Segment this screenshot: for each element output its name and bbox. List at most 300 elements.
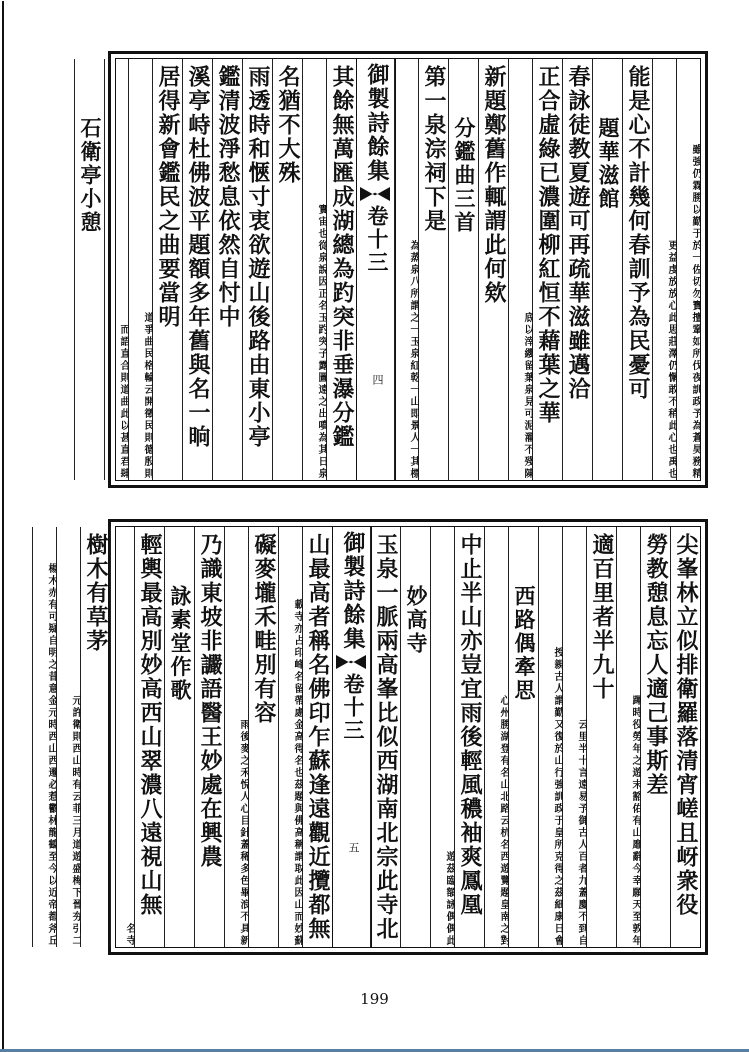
annotation-column [676, 59, 701, 480]
poem-title: 分鑑曲三首 [452, 117, 477, 235]
annotation-text: 梅 [70, 875, 81, 887]
annotation-text: 丘 [46, 935, 57, 947]
annotation-text: 山 [630, 827, 641, 839]
annotation-text: 針 [238, 827, 249, 839]
annotation-subcolumn-left [315, 204, 327, 336]
annotation-text: 泉 [316, 468, 327, 480]
annotation-text: 惹 [46, 791, 57, 803]
annotation-text: 亦 [292, 623, 303, 635]
annotation-text: 因 [292, 887, 303, 899]
annotation-text: 里 [576, 731, 587, 743]
annotation-text: 親 [552, 659, 563, 671]
annotation-text: 康 [552, 911, 563, 923]
annotation-text: 印 [292, 647, 303, 659]
annotation-text: 佐切 [690, 264, 701, 288]
annotation-text: 之 [46, 659, 57, 671]
poem-text: 輕輿最高別妙高西山翠濃八遠視山無 [137, 533, 163, 917]
annotation-text: 古人 [576, 827, 587, 851]
annotation-text: 禾 [238, 767, 249, 779]
annotation-text: 山 [46, 743, 57, 755]
annotation-text: 明 [46, 647, 57, 659]
annotation-text: 載 [292, 599, 303, 611]
text-column [248, 527, 279, 947]
annotation-text: 則道 [118, 372, 129, 396]
poem-text: 名猶不大殊 [275, 65, 301, 185]
annotation-text: 之 [630, 755, 641, 767]
annotation-text: 霖勝以 [690, 180, 701, 216]
annotation-text: 於 [552, 743, 563, 755]
annotation-text: 心也 [666, 432, 677, 456]
annotation-text: 目 [238, 815, 249, 827]
annotation-text: 會 [552, 935, 563, 947]
annotation-text: 易 [576, 791, 587, 803]
annotation-text: 役 [630, 719, 641, 731]
spine-book-title: 御製詩餘集 [364, 63, 390, 183]
annotation-column [110, 527, 135, 947]
annotation-text: 殷 [142, 456, 153, 468]
text-column [622, 59, 653, 480]
annotation-text: 半 [576, 743, 587, 755]
annotation-text: 遠之 [316, 384, 327, 408]
annotation-text: 許 [70, 707, 81, 719]
annotation-text: 御 [576, 815, 587, 827]
fish-tail-mark-icon [336, 655, 366, 669]
annotation-subcolumn-left [45, 563, 57, 755]
annotation-text: 如所 [690, 336, 701, 360]
annotation-text: 勝 [498, 719, 509, 731]
annotation-subcolumn-left [123, 923, 135, 935]
annotation-text: 日 [552, 923, 563, 935]
annotation-subcolumn-right [237, 827, 249, 947]
text-column [152, 59, 183, 480]
annotation-text: 強 [552, 779, 563, 791]
annotation-text: 夯 [70, 911, 81, 923]
annotation-text: 元 [70, 695, 81, 707]
spine-leaf-number: 五 [347, 842, 360, 853]
annotation-text: 晉 [70, 899, 81, 911]
annotation-text: 天 [630, 899, 641, 911]
annotation-text: 勿 [690, 288, 701, 300]
spine-volume: 卷十三 [341, 673, 366, 742]
annotation-text: 寺 [124, 935, 135, 947]
annotation-text: 紅乾一 [408, 360, 419, 396]
annotation-text: 更益 [666, 240, 677, 264]
annotation-column [104, 59, 129, 480]
annotation-text: 則 [142, 468, 153, 480]
poem-title: 詠素堂作歌 [168, 585, 193, 703]
annotation-column [652, 59, 677, 480]
annotation-text: 為 [316, 432, 327, 444]
annotation-column [394, 59, 419, 480]
spine-book-title: 御製詩餘集 [340, 531, 366, 651]
annotation-text: 行 [552, 767, 563, 779]
poem-text: 適百里者半九十 [589, 533, 615, 701]
annotation-subcolumn-right [521, 396, 533, 480]
text-column [670, 527, 701, 947]
annotation-text: 豁 [630, 791, 641, 803]
center-spine [332, 527, 372, 947]
annotation-text: 心 [238, 803, 249, 815]
annotation-text: 蘇 [292, 935, 303, 947]
annotation-text: 自 [46, 635, 57, 647]
annotation-column [224, 527, 249, 947]
annotation-column [430, 527, 455, 947]
annotation-text: 之 [552, 875, 563, 887]
annotation-text: 帝 [46, 899, 57, 911]
annotation-text: 言 [576, 767, 587, 779]
annotation-text: 敦 [630, 923, 641, 935]
annotation-text: 又 [552, 719, 563, 731]
annotation-subcolumn-right [629, 815, 641, 947]
annotation-text: 都 [46, 911, 57, 923]
annotation-text: 其 [316, 444, 327, 456]
annotation-text: 近 [46, 887, 57, 899]
annotation-text: 八所謂 [408, 276, 419, 312]
annotation-text: 具 [238, 923, 249, 935]
annotation-text: 茲 [552, 887, 563, 899]
annotation-text: 葉 [522, 372, 533, 384]
annotation-text: 斧 [46, 923, 57, 935]
annotation-subcolumn-right [665, 360, 677, 480]
annotation-text: 名 [316, 300, 327, 312]
annotation-text: 處 [292, 707, 303, 719]
annotation-text: 不 [522, 444, 533, 456]
annotation-text: 山 [498, 779, 509, 791]
annotation-text: 遠 [576, 779, 587, 791]
annotation-text: 名 [498, 767, 509, 779]
annotation-text: 所 [552, 839, 563, 851]
annotation-subcolumn-left [665, 240, 677, 360]
text-column [182, 59, 213, 480]
annotation-text: 玉泉 [408, 336, 419, 360]
annotation-text: 衛 [70, 719, 81, 731]
annotation-text: 偶偶 [444, 911, 455, 935]
annotation-text: 稱 [292, 839, 303, 851]
poem-text: 春詠徒教夏遊可再疏華滋雖邁洽 [565, 65, 591, 401]
annotation-text: 額詠 [444, 887, 455, 911]
text-column [370, 527, 401, 947]
annotation-text: 名 [292, 671, 303, 683]
annotation-text: 有 [498, 755, 509, 767]
annotation-subcolumn-right [575, 827, 587, 947]
annotation-text: 則 [70, 731, 81, 743]
text-column [640, 527, 671, 947]
annotation-text: 滓纓 [522, 336, 533, 360]
annotation-text: 敢不 [666, 384, 677, 408]
annotation-subcolumn-right [117, 396, 129, 480]
annotation-text: 菲 [70, 803, 81, 815]
annotation-text: 者 [576, 863, 587, 875]
annotation-text: 云 [576, 719, 587, 731]
annotation-text: 三 [70, 815, 81, 827]
annotation-text: 年 [630, 743, 641, 755]
bottom-text-block [46, 519, 708, 955]
poem-text: 勞教憩息忘人適己事斯差 [643, 533, 669, 797]
annotation-text: 也 [292, 767, 303, 779]
annotation-text: 云 [142, 384, 153, 396]
annotation-text: 殘 [522, 456, 533, 468]
annotation-column [278, 527, 303, 947]
annotation-text: 帶 [292, 695, 303, 707]
annotation-text: 臨 [444, 875, 455, 887]
annotation-text: 名 [498, 839, 509, 851]
poem-title: 西路偶牽思 [512, 585, 537, 703]
annotation-subcolumn-right [69, 815, 81, 947]
annotation-subcolumn-left [689, 144, 701, 300]
annotation-subcolumn-left [407, 240, 419, 360]
poem-text: 中止半山亦豈宜雨後輕風穠袖爽鳳凰 [457, 533, 483, 917]
annotation-text: 時 [630, 707, 641, 719]
annotation-text: 以甚 [118, 420, 129, 444]
annotation-text: 雨 [238, 719, 249, 731]
annotation-text: 復 [552, 731, 563, 743]
annotation-text: 噴 [316, 420, 327, 432]
annotation-text: 陳 [522, 468, 533, 480]
annotation-text: 峰 [292, 659, 303, 671]
annotation-text: 浪 [238, 899, 249, 911]
annotation-subcolumn-left [69, 695, 81, 815]
annotation-text: 直君 [118, 444, 129, 468]
annotation-text: 二 [70, 935, 81, 947]
annotation-text: 德 [142, 444, 153, 456]
annotation-text: 悅 [238, 779, 249, 791]
spine-volume: 卷十三 [365, 205, 390, 274]
annotation-text: 遊 [498, 863, 509, 875]
text-column [194, 527, 225, 947]
annotation-subcolumn-right [497, 815, 509, 947]
annotation-text: 金 [292, 719, 303, 731]
poem-text: 乃識東坡非讝語醫王妙處在興農 [197, 533, 223, 869]
annotation-text: 木 [46, 575, 57, 587]
annotation-subcolumn-left [117, 324, 129, 396]
annotation-text: 畢 [238, 887, 249, 899]
annotation-text: 遊 [70, 851, 81, 863]
annotation-subcolumn-left [521, 312, 533, 396]
annotation-text: 寺 [292, 611, 303, 623]
annotation-text: 佛 [292, 815, 303, 827]
annotation-text: 突子 [316, 336, 327, 360]
annotation-text: 題 [292, 791, 303, 803]
annotation-text: 泉 [522, 384, 533, 396]
annotation-column [616, 527, 641, 947]
annotation-text: 赤 [46, 587, 57, 599]
annotation-text: 虔放 [666, 264, 677, 288]
annotation-text: 古 [552, 671, 563, 683]
annotation-text: 放心 [666, 288, 677, 312]
top-text-block [78, 51, 708, 488]
annotation-text: 以 [46, 875, 57, 887]
text-column [326, 59, 357, 480]
text-column [532, 59, 563, 480]
annotation-text: 輪 [142, 372, 153, 384]
annotation-subcolumn-right [551, 791, 563, 947]
annotation-text: 年 [630, 935, 641, 947]
annotation-text: 直合 [118, 348, 129, 372]
annotation-text: 遊茲 [444, 851, 455, 875]
annotation-text: 名 [292, 755, 303, 767]
annotation-text: 西 [70, 743, 81, 755]
annotation-column [56, 527, 81, 947]
annotation-text: 皇 [552, 827, 563, 839]
annotation-text: 授 [552, 647, 563, 659]
annotation-text: 時 [70, 767, 81, 779]
center-spine [356, 59, 396, 480]
annotation-text: 訓 [552, 791, 563, 803]
annotation-text: 不 [238, 911, 249, 923]
bottom-text-frame [46, 526, 701, 948]
annotation-text: 有 [630, 815, 641, 827]
poem-text: 居得新會鑑民之曲要當明 [155, 65, 181, 329]
annotation-text: 伐夜訓 [690, 360, 701, 396]
annotation-subcolumn-right [123, 935, 135, 947]
annotation-subcolumn-left [629, 695, 641, 815]
annotation-text: 一其標 [408, 444, 419, 480]
annotation-text: 遷 [46, 767, 57, 779]
annotation-text: 日 [316, 456, 327, 468]
poem-text: 尖峯林立似排衛羅落清宵嵯且岈衆役 [673, 533, 699, 917]
annotation-text: 細 [552, 899, 563, 911]
spine-leaf-number: 四 [371, 374, 384, 385]
annotation-text: 州 [498, 707, 509, 719]
annotation-text: 末 [630, 779, 641, 791]
annotation-text: 從 [316, 240, 327, 252]
title-column [508, 527, 539, 947]
annotation-text: 不 [576, 911, 587, 923]
annotation-text: 圖 [316, 372, 327, 384]
annotation-text: 見可 [522, 396, 533, 420]
annotation-text: 政 [552, 803, 563, 815]
annotation-text: 仍懈 [666, 360, 677, 384]
annotation-subcolumn-left [141, 312, 153, 396]
text-column [212, 59, 243, 480]
annotation-text: 龍 [46, 827, 57, 839]
annotation-subcolumn-left [237, 719, 249, 827]
title-column [164, 527, 195, 947]
annotation-text: 曲此 [118, 396, 129, 420]
annotation-text: 道 [70, 839, 81, 851]
annotation-text: 出 [316, 408, 327, 420]
annotation-text: 金 [46, 695, 57, 707]
annotation-text: 路 [498, 803, 509, 815]
annotation-text: 趵 [316, 324, 327, 336]
annotation-text: 靡 [630, 839, 641, 851]
annotation-text: 色 [238, 875, 249, 887]
annotation-text: 百 [576, 851, 587, 863]
annotation-text: 人 [238, 791, 249, 803]
annotation-text: 慶 [576, 899, 587, 911]
annotation-text: 西 [46, 731, 57, 743]
annotation-text: 有 [46, 599, 57, 611]
annotation-text: 皇 [498, 899, 509, 911]
title-column [400, 527, 431, 947]
annotation-subcolumn-left [575, 719, 587, 827]
annotation-text: 也 [316, 228, 327, 240]
poem-text: 能是心不計幾何春訓予為民憂可 [625, 65, 651, 401]
annotation-text: 題 [498, 887, 509, 899]
annotation-text: 幸 [630, 875, 641, 887]
annotation-column [562, 527, 587, 947]
annotation-text: 克 [552, 851, 563, 863]
annotation-text: 留 [522, 360, 533, 372]
annotation-text: 多 [238, 863, 249, 875]
annotation-text: 高 [292, 731, 303, 743]
text-column [586, 527, 617, 947]
annotation-text: 說 [316, 264, 327, 276]
annotation-text: 云 [70, 791, 81, 803]
annotation-text: 實宙 [316, 204, 327, 228]
annotation-subcolumn-left [497, 695, 509, 815]
annotation-text: 肆 [118, 468, 129, 480]
annotation-subcolumn-left [443, 851, 455, 887]
annotation-text: 勞 [630, 731, 641, 743]
annotation-text: 人 [552, 683, 563, 695]
annotation-subcolumn-right [407, 360, 419, 480]
annotation-text: 高 [292, 827, 303, 839]
annotation-text: 願 [630, 887, 641, 899]
annotation-text: 山 [292, 899, 303, 911]
annotation-text: 予 [576, 803, 587, 815]
poem-title: 石衛亭小憩 [78, 117, 103, 235]
annotation-text: 山 [552, 755, 563, 767]
annotation-text: 鬱 [46, 803, 57, 815]
annotation-text: 至 [46, 851, 57, 863]
annotation-text: 蹕 [630, 695, 641, 707]
poem-text: 溪亭峙杜佛波平題額多年舊與名一晌 [185, 65, 211, 449]
annotation-text: 月 [70, 827, 81, 839]
annotation-column [484, 527, 509, 947]
annotation-text: 與 [292, 803, 303, 815]
annotation-text: 於一 [690, 240, 701, 264]
annotation-text: 北 [498, 791, 509, 803]
annotation-text: 蓋 [576, 887, 587, 899]
annotation-text: 西 [46, 755, 57, 767]
annotation-text: 之 [498, 923, 509, 935]
annotation-text: 占 [292, 635, 303, 647]
text-column [242, 59, 273, 480]
annotation-text: 引 [70, 923, 81, 935]
annotation-text: 茲 [292, 779, 303, 791]
annotation-subcolumn-left [291, 599, 303, 767]
annotation-text: 盛 [70, 863, 81, 875]
annotation-text: 有 [70, 779, 81, 791]
annotation-text: 因 [316, 276, 327, 288]
poem-title: 妙高寺 [404, 585, 429, 656]
poem-text: 第一泉淙祠下是 [421, 65, 447, 233]
annotation-text: 謂 [552, 695, 563, 707]
annotation-column [32, 527, 57, 947]
annotation-text: 而語 [118, 324, 129, 348]
annotation-text: 而 [292, 911, 303, 923]
annotation-text: 登 [498, 743, 509, 755]
annotation-text: 可 [46, 611, 57, 623]
annotation-text: 寶擅鞏 [690, 300, 701, 336]
annotation-text: 謂 [292, 851, 303, 863]
annotation-text: 得 [552, 863, 563, 875]
annotation-text: 至 [630, 911, 641, 923]
annotation-subcolumn-right [443, 887, 455, 947]
text-column [134, 527, 165, 947]
annotation-text: 下 [70, 887, 81, 899]
annotation-column [508, 59, 533, 480]
annotation-text: 鶴 [46, 839, 57, 851]
annotation-text: 得 [292, 743, 303, 755]
text-column [478, 59, 509, 480]
annotation-text: 九 [576, 875, 587, 887]
annotation-column [128, 59, 153, 480]
annotation-text: 意 [46, 683, 57, 695]
annotation-text: 稀 [238, 851, 249, 863]
poem-text: 礙麥壠禾畦別有容 [251, 533, 277, 725]
